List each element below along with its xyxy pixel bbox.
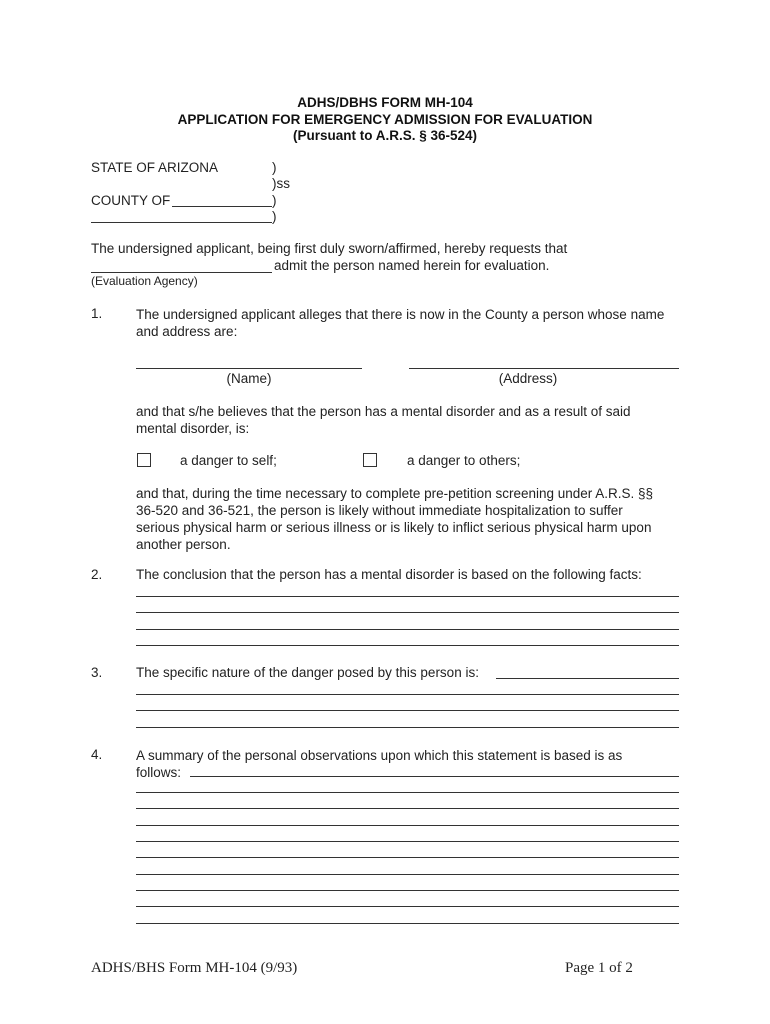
intro-text-2: admit the person named herein for evaluation. xyxy=(274,258,550,273)
intro-text: The undersigned applicant, being first duly sworn/affirmed, hereby requests that xyxy=(91,241,568,256)
observations-line[interactable] xyxy=(136,906,679,907)
observations-line[interactable] xyxy=(136,890,679,891)
danger-nature-line[interactable] xyxy=(136,694,679,695)
danger-nature-line[interactable] xyxy=(136,727,679,728)
county-field[interactable] xyxy=(172,206,272,207)
evaluation-agency-label: (Evaluation Agency) xyxy=(91,274,198,288)
section-3-number: 3. xyxy=(91,665,103,680)
state-label: STATE OF ARIZONA xyxy=(91,160,219,175)
section-4-number: 4. xyxy=(91,747,103,762)
danger-to-self-label: a danger to self; xyxy=(180,453,277,468)
footer-form-ref: ADHS/BHS Form MH-104 (9/93) xyxy=(91,960,298,976)
section-2-text: The conclusion that the person has a mental disorder is based on the following facts: xyxy=(136,567,642,582)
observations-line[interactable] xyxy=(136,808,679,809)
county-label: COUNTY OF xyxy=(91,193,171,208)
name-field[interactable] xyxy=(136,368,362,369)
venue-paren: ) xyxy=(272,160,277,175)
form-title: APPLICATION FOR EMERGENCY ADMISSION FOR EVALUATION xyxy=(177,112,593,127)
address-field[interactable] xyxy=(409,368,679,369)
facts-line[interactable] xyxy=(136,596,679,597)
danger-nature-field[interactable] xyxy=(496,678,679,679)
observations-line[interactable] xyxy=(136,923,679,924)
section-4-text: A summary of the personal observations upon which this statement is based is as follows: xyxy=(136,748,623,780)
venue-paren: ) xyxy=(272,193,277,208)
observations-line[interactable] xyxy=(136,841,679,842)
section-3-text: The specific nature of the danger posed by this person is: xyxy=(136,665,479,680)
section-2-number: 2. xyxy=(91,567,103,582)
facts-line[interactable] xyxy=(136,612,679,613)
observations-line[interactable] xyxy=(136,857,679,858)
address-label: (Address) xyxy=(498,371,558,386)
facts-line[interactable] xyxy=(136,645,679,646)
statute-reference: (Pursuant to A.R.S. § 36-524) xyxy=(292,128,478,143)
observations-line[interactable] xyxy=(136,874,679,875)
form-id: ADHS/DBHS FORM MH-104 xyxy=(297,95,473,110)
belief-text: and that s/he believes that the person has a mental disorder and as a result of said mental disorder, is: xyxy=(136,404,631,436)
observations-line[interactable] xyxy=(136,792,679,793)
evaluation-agency-field[interactable] xyxy=(91,272,272,273)
screening-text: and that, during the time necessary to complete pre-petition screening under A.R.S. §§ 36-520 and 36-521, the person is likely without immediate hospitalization to suffer serious physical harm or serious illness or is likely to inflict serious physical harm upon another person. xyxy=(136,486,654,552)
section-1-number: 1. xyxy=(91,306,103,321)
danger-to-others-label: a danger to others; xyxy=(407,453,521,468)
facts-line[interactable] xyxy=(136,629,679,630)
observations-field[interactable] xyxy=(190,776,679,777)
name-label: (Name) xyxy=(226,371,272,386)
footer-page-number: Page 1 of 2 xyxy=(565,960,633,976)
danger-to-others-checkbox[interactable] xyxy=(363,453,377,467)
venue-paren: ) xyxy=(272,209,277,224)
section-1-text: The undersigned applicant alleges that there is now in the County a person whose name and address are: xyxy=(136,307,665,339)
danger-nature-line[interactable] xyxy=(136,710,679,711)
danger-to-self-checkbox[interactable] xyxy=(137,453,151,467)
observations-line[interactable] xyxy=(136,825,679,826)
county-extra-field[interactable] xyxy=(91,222,272,223)
ss-label: )ss xyxy=(272,176,290,191)
